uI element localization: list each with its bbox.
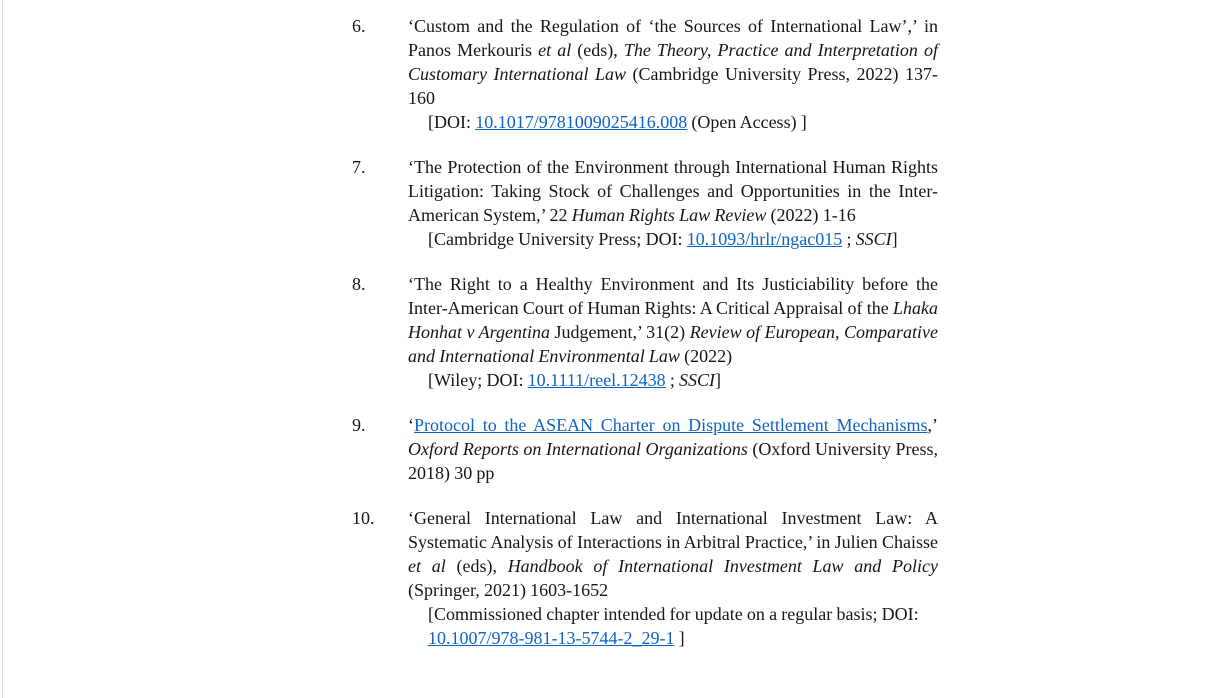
doi-link[interactable]: 10.1017/9781009025416.008 xyxy=(475,112,688,132)
page-left-edge xyxy=(2,0,3,698)
text-run: et al xyxy=(538,40,572,60)
text-run: Review of European, Comparative and International Environmental Law xyxy=(408,322,939,366)
publication-text xyxy=(408,506,938,602)
publication-note xyxy=(428,227,952,251)
text-run: [Commissioned chapter intended for update on a regular basis; DOI: xyxy=(428,604,919,624)
text-run: ] xyxy=(715,370,722,390)
doi-link[interactable]: 10.1093/hrlr/ngac015 xyxy=(686,229,843,249)
publication-body xyxy=(408,413,938,485)
text-run: Judgement,’ 31(2) xyxy=(550,322,690,342)
text-run: Handbook of International Investment Law and Policy xyxy=(507,556,938,576)
publication-number: 6. xyxy=(352,16,366,36)
publication-title-link[interactable]: Protocol to the ASEAN Charter on Dispute Settlement Mechanisms xyxy=(414,415,928,435)
publication-list xyxy=(352,14,948,650)
publication-number: 7. xyxy=(352,157,366,177)
text-run: ‘ xyxy=(408,415,414,435)
publication-number: 8. xyxy=(352,274,366,294)
text-run: Lhaka Honhat v Argentina xyxy=(408,298,938,342)
publication-text xyxy=(408,155,938,227)
publication-body xyxy=(408,506,938,650)
text-run: Oxford Reports on International Organizations xyxy=(408,439,748,459)
text-run: The Theory, Practice and Interpretation of Customary International Law xyxy=(408,40,938,84)
text-run: [Cambridge University Press; DOI: xyxy=(428,229,687,249)
text-run: SSCI xyxy=(855,229,892,249)
publication-item xyxy=(352,272,948,392)
text-run: ] xyxy=(891,229,898,249)
text-run: [DOI: xyxy=(428,112,476,132)
doi-link[interactable]: 10.1007/978-981-13-5744-2_29-1 xyxy=(428,628,675,648)
publication-note xyxy=(428,602,952,650)
doi-link[interactable]: 10.1111/reel.12438 xyxy=(527,370,666,390)
publication-item xyxy=(352,155,948,251)
text-run: (eds), xyxy=(445,556,508,576)
publication-note xyxy=(428,368,952,392)
publication-text xyxy=(408,14,938,110)
text-run: (eds), xyxy=(571,40,624,60)
text-run: et al xyxy=(408,556,446,576)
publication-text xyxy=(408,413,938,485)
text-run: (Oxford University Press, 2018) 30 pp xyxy=(408,439,939,483)
text-run: ; xyxy=(842,229,856,249)
text-run: (Open Access) ] xyxy=(687,112,807,132)
publication-body xyxy=(408,272,938,392)
text-run: ‘Custom and the Regulation of ‘the Sources of International Law’,’ in Panos Merkouris xyxy=(408,16,938,60)
publication-number: 9. xyxy=(352,415,366,435)
text-run: (2022) xyxy=(679,346,733,366)
publication-item xyxy=(352,506,948,650)
publication-item xyxy=(352,14,948,134)
text-run: [Wiley; DOI: xyxy=(428,370,528,390)
publication-text xyxy=(408,272,938,368)
text-run: ] xyxy=(674,628,685,648)
publication-item xyxy=(352,413,948,485)
text-run: ‘The Protection of the Environment through International Human Rights Litigation: Taking Stock of Challenges and Opportunities in the Inter-American System,’ 22 xyxy=(408,157,938,225)
text-run: (Springer, 2021) 1603-1652 xyxy=(408,580,609,600)
publication-number: 10. xyxy=(352,508,375,528)
text-run: Human Rights Law Review xyxy=(571,205,767,225)
text-run: ; xyxy=(665,370,680,390)
text-run: (Cambridge University Press, 2022) 137-160 xyxy=(408,64,938,108)
publication-note xyxy=(428,110,952,134)
text-run: ‘General International Law and International Investment Law: A Systematic Analysis of Interactions in Arbitral Practice,’ in Julien Chaisse xyxy=(408,508,938,552)
publication-body xyxy=(408,155,938,251)
publication-body xyxy=(408,14,938,134)
text-run: SSCI xyxy=(679,370,716,390)
text-run: (2022) 1-16 xyxy=(766,205,856,225)
text-run: ‘The Right to a Healthy Environment and Its Justiciability before the Inter-American Court of Human Rights: A Critical Appraisal of the xyxy=(408,274,938,318)
text-run: ,’ xyxy=(927,415,938,435)
